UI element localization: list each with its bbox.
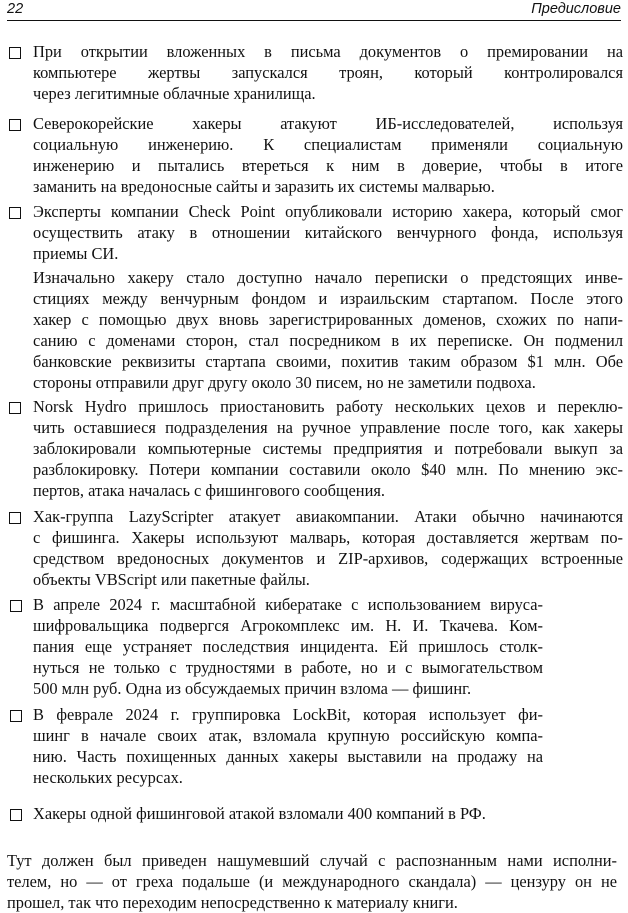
list-item bbox=[33, 594, 543, 699]
text-line: санию с доменами сторон, стал посредником в их переписке. Он подменил bbox=[33, 331, 623, 350]
text-line: пертов, атака началась с фишингового сообщения. bbox=[33, 481, 385, 500]
text-line: объекты VBScript или пакетные файлы. bbox=[33, 570, 310, 589]
list-item bbox=[33, 704, 543, 788]
list-item bbox=[33, 506, 623, 590]
checkbox-bullet-icon bbox=[10, 809, 22, 821]
text-line: социальную инженерию. К специалистам применяли социальную bbox=[33, 135, 623, 154]
text-line: нию. Часть похищенных данных хакеры выставили на продажу на bbox=[33, 747, 543, 766]
text-line: пания еще устраняет последствия инцидента. Ей пришлось столк- bbox=[33, 637, 543, 656]
text-line: заблокировали компьютерные системы предприятия и потребовали выкуп за bbox=[33, 439, 623, 458]
text-line: В феврале 2024 г. группировка LockBit, которая использует фи- bbox=[33, 705, 543, 724]
text-line: Хакеры одной фишинговой атакой взломали 400 компаний в РФ. bbox=[33, 804, 486, 823]
text-line: приемы СИ. bbox=[33, 244, 119, 263]
text-line: Хак-группа LazyScripter атакует авиакомпании. Атаки обычно начинаются bbox=[33, 507, 623, 526]
text-line: компьютере жертвы запускался троян, который контролировался bbox=[33, 63, 623, 82]
list-item bbox=[33, 803, 543, 824]
checkbox-bullet-icon bbox=[10, 600, 22, 612]
text-line: Тут должен был приведен нашумевший случай с распознанным нами исполни- bbox=[7, 851, 617, 870]
list-item bbox=[33, 396, 623, 501]
text-line: через легитимные облачные хранилища. bbox=[33, 84, 316, 103]
text-line: 500 млн руб. Одна из обсуждаемых причин взлома — фишинг. bbox=[33, 679, 472, 698]
list-item bbox=[33, 113, 623, 197]
text-line: хакер с помощью двух вновь зарегистрированных доменов, схожих по напи- bbox=[33, 310, 623, 329]
list-item bbox=[33, 41, 623, 104]
text-line: телем, но — от греха подальше (и международного скандала) — цензуру он не bbox=[7, 872, 617, 891]
text-line: банковские реквизиты стартапа своими, похитив таким образом $1 млн. Обе bbox=[33, 352, 623, 371]
text-line: средством вредоносных документов и ZIP-архивов, содержащих встроенные bbox=[33, 549, 623, 568]
text-line: стороны отправили друг другу около 30 писем, но не заметили подвоха. bbox=[33, 373, 536, 392]
text-line: Эксперты компании Check Point опубликовали историю хакера, который смог bbox=[33, 202, 623, 221]
checkbox-bullet-icon bbox=[9, 207, 21, 219]
text-line: разблокировку. Потери компании составили около $40 млн. По мнению экс- bbox=[33, 460, 623, 479]
text-line: шинг в начале своих атак, взломала крупную российскую компа- bbox=[33, 726, 543, 745]
text-line: прошел, так что переходим непосредственно к материалу книги. bbox=[7, 893, 458, 912]
page-number: 22 bbox=[7, 1, 24, 17]
text-line: нуться не только с трудностями в работе, но и с вымогательством bbox=[33, 658, 543, 677]
checkbox-bullet-icon bbox=[9, 402, 21, 414]
text-line: нескольких ресурсах. bbox=[33, 768, 183, 787]
text-line: инженерию и пытались втереться к ним в доверие, чтобы в итоге bbox=[33, 156, 623, 175]
text-line: стициях между венчурным фондом и израильским стартапом. После этого bbox=[33, 289, 623, 308]
checkbox-bullet-icon bbox=[10, 710, 22, 722]
checkbox-bullet-icon bbox=[9, 119, 21, 131]
text-line: с фишинга. Хакеры используют малварь, которая доставляется жертвам по- bbox=[33, 528, 623, 547]
section-title: Предисловие bbox=[531, 1, 621, 17]
text-line: осуществить атаку в отношении китайского венчурного фонда, используя bbox=[33, 223, 623, 242]
checkbox-bullet-icon bbox=[9, 512, 21, 524]
text-line: чить оставшиеся подразделения на ручное управление после того, как хакеры bbox=[33, 418, 623, 437]
text-line: Norsk Hydro пришлось приостановить работу нескольких цехов и переклю- bbox=[33, 397, 623, 416]
text-line: Северокорейские хакеры атакуют ИБ-исследователей, используя bbox=[33, 114, 623, 133]
text-line: В апреле 2024 г. масштабной кибератаке с использованием вируса- bbox=[33, 595, 543, 614]
list-item-continuation bbox=[33, 267, 623, 393]
text-line: При открытии вложенных в письма документов о премировании на bbox=[33, 42, 623, 61]
checkbox-bullet-icon bbox=[9, 47, 21, 59]
list-item bbox=[33, 201, 623, 264]
text-line: шифровальщика подвергся Агрокомплекс им. Н. И. Ткачева. Ком- bbox=[33, 616, 543, 635]
closing-paragraph bbox=[7, 850, 617, 913]
text-line: Изначально хакеру стало доступно начало переписки о предстоящих инве- bbox=[33, 268, 623, 287]
text-line: заманить на вредоносные сайты и заразить их системы малварью. bbox=[33, 177, 495, 196]
